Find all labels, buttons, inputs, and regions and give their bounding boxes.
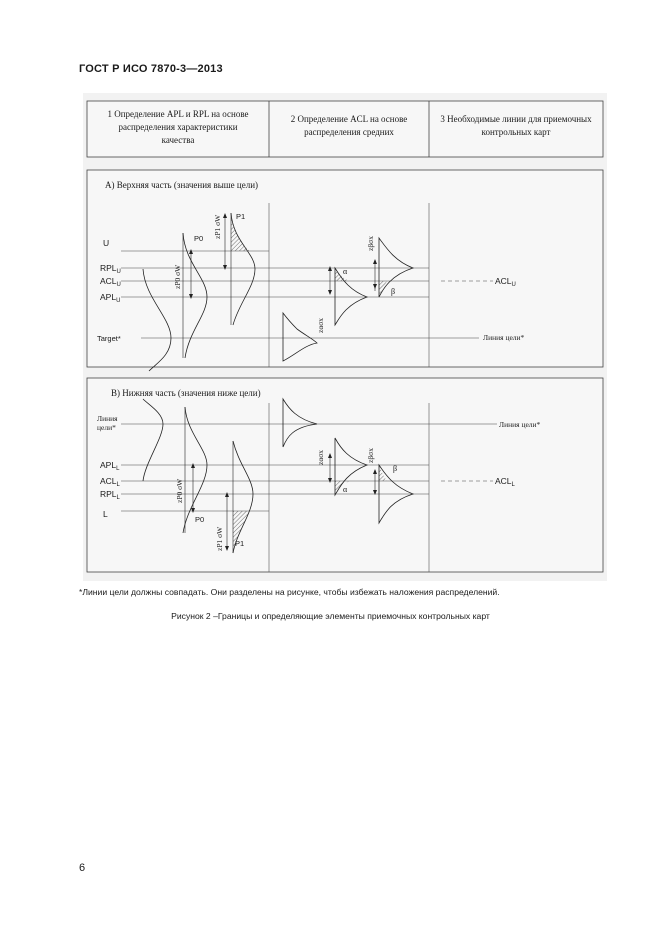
- upper-alpha-label: α: [343, 267, 348, 276]
- upper-zb-label: zβσx: [366, 236, 375, 251]
- upper-label-rpl: RPL: [100, 263, 117, 273]
- lower-label-apl: APL: [100, 460, 117, 470]
- lower-p0-label: P0: [195, 515, 205, 524]
- upper-zp0-label: zP0 σW: [173, 264, 182, 289]
- document-header: ГОСТ Р ИСО 7870-3—2013: [79, 63, 223, 75]
- lower-alpha-label: α: [343, 485, 348, 494]
- figure-footnote: *Линии цели должны совпадать. Они разделены на рисунке, чтобы избежать наложения распределений.: [79, 587, 500, 597]
- upper-label-acl-sub: U: [116, 282, 121, 288]
- lower-acl-right-sub: L: [511, 482, 515, 488]
- lower-zp0-label: zP0 σW: [175, 478, 184, 503]
- column-1-line-1: 1 Определение APL и RPL на основе: [107, 109, 249, 119]
- figure-caption: Рисунок 2 –Границы и определяющие элементы приемочных контрольных карт: [171, 611, 490, 621]
- lower-label-l: L: [103, 509, 108, 519]
- upper-panel-title: A) Верхняя часть (значения выше цели): [105, 180, 259, 190]
- upper-label-u: U: [103, 238, 110, 248]
- lower-label-apl-sub: L: [116, 466, 120, 472]
- upper-target-line-label: Линия цели*: [483, 333, 525, 342]
- column-3-line-1: 3 Необходимые линии для приемочных: [440, 114, 592, 124]
- lower-label-acl: ACL: [100, 476, 117, 486]
- upper-za-label: zασx: [316, 317, 325, 333]
- column-1-line-3: качества: [161, 135, 195, 145]
- lower-label-rpl: RPL: [100, 489, 117, 499]
- upper-label-target: Target*: [97, 334, 121, 343]
- lower-p1-label: P1: [235, 539, 245, 548]
- column-2-line-2: распределения средних: [304, 127, 394, 137]
- upper-label-rpl-sub: U: [116, 269, 121, 275]
- upper-acl-right-sub: U: [511, 282, 516, 288]
- lower-label-acl-sub: L: [116, 482, 120, 488]
- upper-label-apl-sub: U: [116, 298, 121, 304]
- page-number: 6: [79, 862, 86, 874]
- lower-target-line-label: Линия цели*: [499, 420, 541, 429]
- lower-panel-title: B) Нижняя часть (значения ниже цели): [111, 388, 261, 398]
- column-1-line-2: распределения характеристики: [118, 122, 238, 132]
- column-2-line-1: 2 Определение ACL на основе: [290, 114, 408, 124]
- lower-zb-label: zβσx: [366, 448, 375, 463]
- upper-zp1-label: zP1 σW: [213, 214, 222, 239]
- upper-p0-label: P0: [194, 234, 204, 243]
- lower-zp1-label: zP1 σW: [215, 526, 224, 551]
- lower-panel-frame: [87, 378, 603, 572]
- lower-label-target-2: цели*: [97, 423, 116, 432]
- upper-label-apl: APL: [100, 292, 117, 302]
- lower-acl-right-label: ACL: [495, 476, 512, 486]
- upper-label-acl: ACL: [100, 276, 117, 286]
- lower-za-label: zασx: [316, 449, 325, 465]
- lower-beta-label: β: [393, 464, 398, 473]
- column-3-line-2: контрольных карт: [481, 127, 551, 137]
- upper-acl-right-label: ACL: [495, 276, 512, 286]
- lower-label-rpl-sub: L: [116, 495, 120, 501]
- lower-label-target-1: Линия: [97, 414, 118, 423]
- figure-acceptance-chart: [83, 93, 607, 581]
- upper-beta-label: β: [391, 287, 396, 296]
- upper-p1-label: P1: [236, 212, 246, 221]
